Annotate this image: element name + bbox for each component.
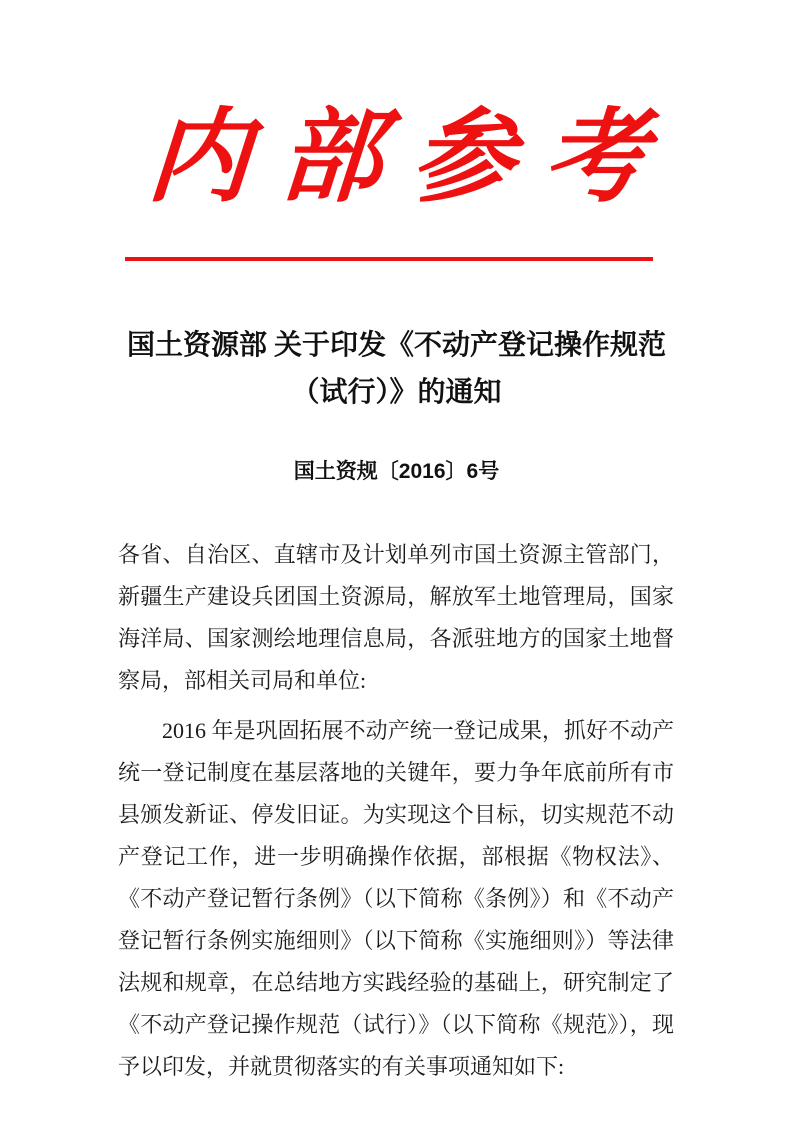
red-underline [125, 257, 653, 261]
notice-body [118, 534, 674, 1088]
internal-reference-calligraphy: 内部参考 [143, 97, 680, 217]
body-paragraph: 2016 年是巩固拓展不动产统一登记成果，抓好不动产统一登记制度在基层落地的关键年，要力争年底前所有市县颁发新证、停发旧证。为实现这个目标，切实规范不动产登记工作，进一步明确操作依据，部根据《物权法》、《不动产登记暂行条例》（以下简称《条例》）和《不动产登记暂行条例实施细则》（以下简称《实施细则》）等法律法规和规章，在总结地方实践经验的基础上，研究制定了《不动产登记操作规范（试行）》（以下简称《规范》），现予以印发，并就贯彻落实的有关事项通知如下: [118, 718, 674, 1079]
addressee-paragraph: 各省、自治区、直辖市及计划单列市国土资源主管部门，新疆生产建设兵团国土资源局，解放军土地管理局，国家海洋局、国家测绘地理信息局，各派驻地方的国家土地督察局，部相关司局和单位: [118, 542, 674, 693]
notice-title [60, 322, 733, 416]
notice-title-line-2: （试行）》的通知 [291, 377, 502, 408]
masthead [0, 96, 793, 218]
document-number: 国土资规〔2016〕6号 [293, 460, 500, 483]
notice-title-line-1: 国土资源部 关于印发《不动产登记操作规范 [126, 330, 666, 361]
